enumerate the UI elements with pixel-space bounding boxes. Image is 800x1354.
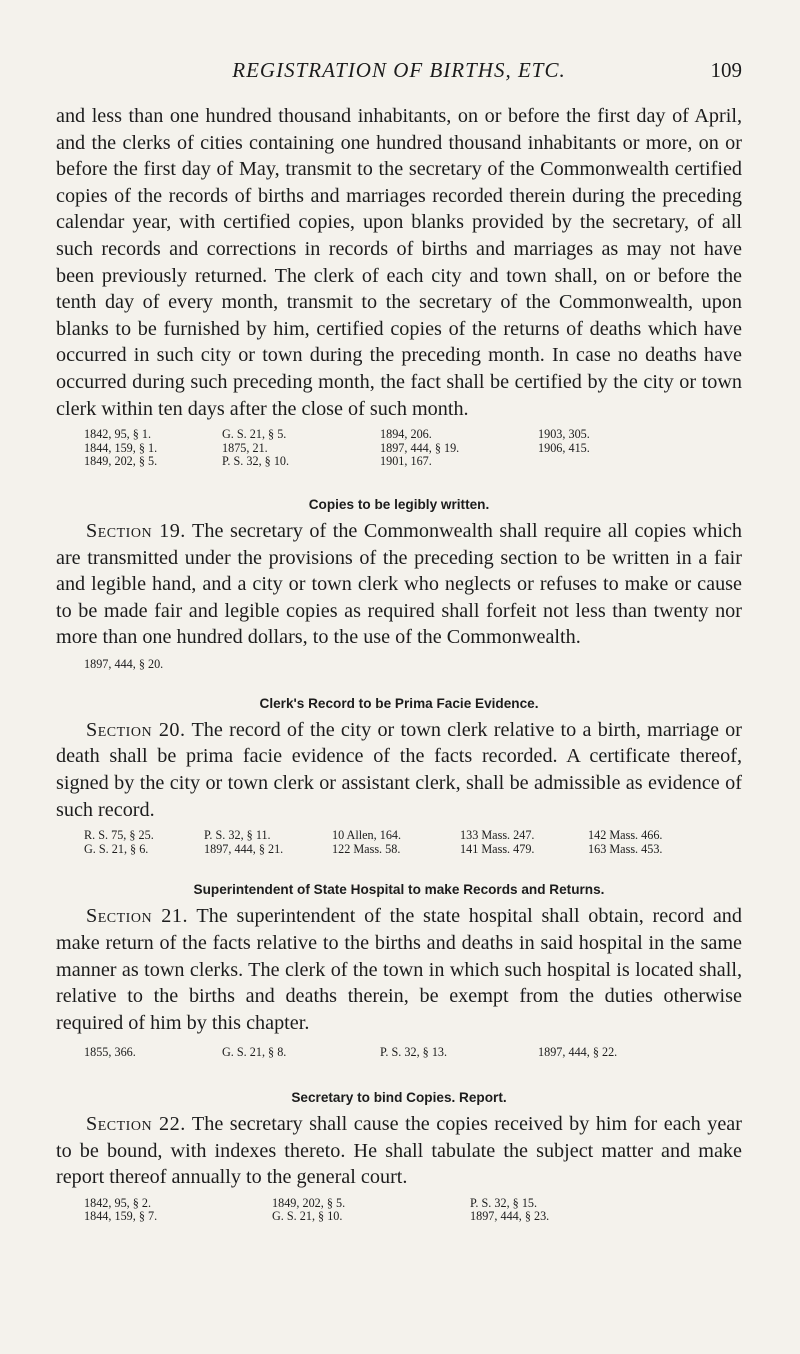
citation: 1894, 206. — [380, 427, 432, 442]
citation: 1849, 202, § 5. — [272, 1195, 346, 1210]
citation: 1901, 167. — [380, 454, 432, 469]
citation: 1897, 444, § 23. — [470, 1209, 550, 1224]
citation: 1897, 444, § 19. — [380, 440, 460, 455]
citation: 10 Allen, 164. — [332, 828, 402, 843]
section-paragraph — [56, 1111, 742, 1191]
section-22 — [56, 1090, 742, 1224]
citation: 163 Mass. 453. — [588, 841, 663, 856]
citation: 1906, 415. — [538, 440, 590, 455]
citation: G. S. 21, § 5. — [222, 427, 287, 442]
citation: G. S. 21, § 6. — [84, 841, 149, 856]
section-21 — [56, 882, 742, 1060]
section-text: The secretary of the Commonwealth shall require all copies which are transmitted under the provisions of the preceding section to be written in a fair and legible hand, and a city or town clerk who neglects or refuses to make or cause to be made fair and legible copies as required shall forfeit not less than twenty nor more than one hundred dollars, to the use of the Commonwealth. — [56, 519, 742, 649]
citation-row — [84, 1197, 549, 1211]
section-label: Section 20. — [86, 718, 186, 741]
section-citation: 1897, 444, § 20. — [84, 656, 164, 671]
citation-row — [84, 1046, 617, 1060]
citation: 142 Mass. 466. — [588, 828, 663, 843]
section-19 — [56, 497, 742, 672]
citation: P. S. 32, § 15. — [470, 1195, 538, 1210]
section-paragraph — [56, 518, 742, 651]
section-heading: Superintendent of State Hospital to make Records and Returns. — [193, 882, 605, 898]
citation: 1842, 95, § 1. — [84, 427, 152, 442]
citation: 1844, 159, § 7. — [84, 1209, 158, 1224]
section-heading: Secretary to bind Copies. Report. — [291, 1090, 507, 1105]
intro-citations — [84, 428, 742, 469]
section-heading: Clerk's Record to be Prima Facie Evidence. — [259, 695, 539, 711]
citation-row — [84, 428, 590, 442]
section-citations — [84, 1046, 742, 1060]
section-paragraph — [56, 717, 742, 823]
citation: 1855, 366. — [84, 1045, 136, 1060]
citation: 1844, 159, § 1. — [84, 440, 158, 455]
citation: 1849, 202, § 5. — [84, 454, 158, 469]
citation-table — [84, 1197, 549, 1224]
citation-row — [84, 455, 590, 469]
section-citations — [84, 829, 742, 856]
citation-row — [84, 829, 662, 843]
citation: P. S. 32, § 10. — [222, 454, 290, 469]
section-citations — [84, 1197, 742, 1224]
page-content — [56, 103, 742, 1224]
section-paragraph — [56, 903, 742, 1036]
citation: 1897, 444, § 22. — [538, 1045, 618, 1060]
citation — [538, 455, 590, 469]
citation: 1875, 21. — [222, 440, 268, 455]
section-text: The record of the city or town clerk relative to a birth, marriage or death shall be prima facie evidence of the facts recorded. A certificate thereof, signed by the city or town clerk or assistant clerk, shall be admissible as evidence of such record. — [56, 718, 742, 821]
citation: 1897, 444, § 21. — [204, 841, 284, 856]
citation-row — [84, 442, 590, 456]
section-heading: Copies to be legibly written. — [308, 496, 490, 512]
running-header — [56, 58, 742, 88]
citation: G. S. 21, § 10. — [272, 1209, 343, 1224]
intro-citation-table — [84, 428, 590, 469]
section-label: Section 21. — [86, 905, 189, 928]
page-number: 109 — [710, 58, 742, 82]
citation: 133 Mass. 247. — [460, 828, 535, 843]
citation: G. S. 21, § 8. — [222, 1045, 287, 1060]
citation: P. S. 32, § 13. — [380, 1045, 448, 1060]
citation-row — [84, 1210, 549, 1224]
citation: 1903, 305. — [538, 427, 590, 442]
citation: 122 Mass. 58. — [332, 841, 401, 856]
citation: P. S. 32, § 11. — [204, 828, 271, 843]
citation-row — [84, 843, 662, 857]
citation: 141 Mass. 479. — [460, 841, 535, 856]
section-label: Section 22. — [86, 1113, 186, 1135]
section-text: The secretary shall cause the copies received by him for each year to be bound, with indexes thereto. He shall tabulate the subject matter and make report thereof annually to the general court. — [56, 1113, 742, 1189]
section-text: The superintendent of the state hospital shall obtain, record and make return of the facts relative to the births and deaths in said hospital in the same manner as town clerks. The clerk of the town in which such hospital is located shall, relative to the births and deaths therein, be exempt from the duties otherwise required of him by this chapter. — [56, 905, 742, 1034]
citation: 1842, 95, § 2. — [84, 1195, 152, 1210]
intro-paragraph: and less than one hundred thousand inhabitants, on or before the first day of April, and the clerks of cities containing one hundred thousand inhabitants or more, on or before the first day of May, transmit to the secretary of the Commonwealth certified copies of the records of births and marriages recorded therein during the preceding calendar year, with certified copies, upon blanks provided by the secretary, of all such records and corrections in records of births and marriages as may not have been previously returned. The clerk of each city and town shall, on or before the tenth day of every month, transmit to the secretary of the Commonwealth, upon blanks to be furnished by him, certified copies of the returns of deaths which have occurred in such city or town during the preceding month. In case no deaths have occurred during such preceding month, the fact shall be certified by the city or town clerk within ten days after the close of such month. — [56, 105, 742, 420]
citation: R. S. 75, § 25. — [84, 828, 154, 843]
section-label: Section 19. — [86, 519, 186, 542]
citation-table — [84, 829, 662, 856]
running-title: REGISTRATION OF BIRTHS, ETC. — [232, 58, 566, 82]
section-20 — [56, 696, 742, 857]
citation-table — [84, 1046, 617, 1060]
